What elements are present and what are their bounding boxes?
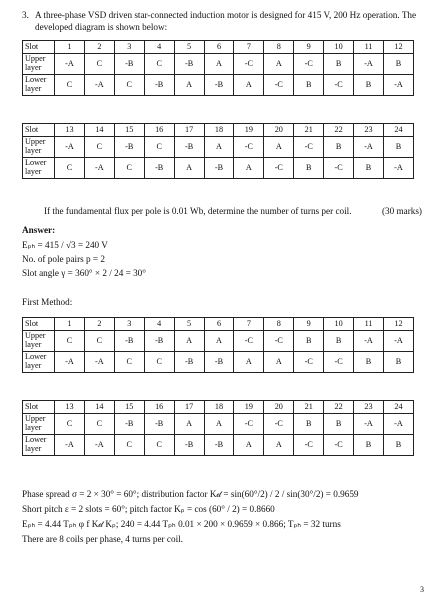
winding-table-3 (22, 317, 414, 373)
lower-layer-cell: -A (84, 75, 114, 96)
lower-layer-row (23, 352, 414, 373)
answer-line: No. of pole pairs p = 2 (22, 254, 106, 264)
row-header: Upper layer (23, 331, 55, 352)
lower-layer-cell: A (234, 75, 264, 96)
slot-number-cell: 13 (55, 401, 85, 414)
upper-layer-cell: C (55, 331, 85, 352)
upper-layer-cell: A (204, 54, 234, 75)
lower-layer-cell: -A (55, 435, 85, 456)
slot-row (23, 124, 414, 137)
slot-number-cell: 7 (234, 318, 264, 331)
slot-number-cell: 19 (234, 401, 264, 414)
upper-layer-cell: B (383, 137, 413, 158)
slot-row (23, 318, 414, 331)
lower-layer-cell: B (354, 352, 384, 373)
slot-number-cell: 21 (294, 401, 324, 414)
slot-number-cell: 5 (174, 41, 204, 54)
slot-number-cell: 17 (174, 124, 204, 137)
slot-number-cell: 6 (204, 41, 234, 54)
row-header: Slot (23, 41, 55, 54)
lower-layer-cell: -A (84, 435, 114, 456)
lower-layer-cell: C (114, 435, 144, 456)
lower-layer-cell: -C (264, 158, 294, 179)
upper-layer-cell: -C (234, 414, 264, 435)
slot-number-cell: 2 (84, 41, 114, 54)
slot-number-cell: 20 (264, 401, 294, 414)
formula-line: Phase spread σ = 2 × 30° = 60°; distribution factor K𝒹 = sin(60°/2) / 2 / sin(30°/2) = 0.9659 (22, 489, 359, 499)
lower-layer-cell: B (383, 435, 413, 456)
slot-number-cell: 20 (264, 124, 294, 137)
row-header: Slot (23, 318, 55, 331)
slot-number-cell: 11 (354, 41, 384, 54)
lower-layer-cell: -C (324, 352, 354, 373)
upper-layer-cell: -C (294, 54, 324, 75)
lower-layer-cell: A (264, 435, 294, 456)
lower-layer-cell: -B (144, 75, 174, 96)
answer-line: Slot angle γ = 360° × 2 / 24 = 30° (22, 268, 146, 278)
upper-layer-cell: -A (354, 54, 384, 75)
row-header: Upper layer (23, 54, 55, 75)
lower-layer-cell: -A (383, 75, 413, 96)
upper-layer-cell: -C (234, 331, 264, 352)
slot-number-cell: 21 (294, 124, 324, 137)
lower-layer-cell: C (55, 75, 85, 96)
winding-table-2 (22, 123, 414, 179)
upper-layer-cell: -A (383, 414, 413, 435)
slot-number-cell: 12 (383, 318, 413, 331)
upper-layer-cell: -A (55, 137, 85, 158)
upper-layer-cell: -B (114, 137, 144, 158)
winding-table-4 (22, 400, 414, 456)
lower-layer-cell: -A (84, 352, 114, 373)
lower-layer-cell: B (354, 158, 384, 179)
row-header: Slot (23, 401, 55, 414)
lower-layer-cell: A (174, 75, 204, 96)
formula-line: Short pitch ε = 2 slots = 60°; pitch factor Kₚ = cos (60° / 2) = 0.8660 (22, 504, 275, 514)
upper-layer-row (23, 54, 414, 75)
method-label: First Method: (22, 297, 73, 307)
slot-number-cell: 13 (55, 124, 85, 137)
slot-number-cell: 16 (144, 401, 174, 414)
slot-number-cell: 15 (114, 124, 144, 137)
upper-layer-cell: A (264, 54, 294, 75)
upper-layer-cell: B (294, 331, 324, 352)
upper-layer-cell: -B (114, 331, 144, 352)
answer-line: Eₚₕ = 415 / √3 = 240 V (22, 240, 108, 250)
slot-number-cell: 14 (84, 124, 114, 137)
slot-number-cell: 8 (264, 318, 294, 331)
upper-layer-cell: -C (294, 137, 324, 158)
upper-layer-cell: -A (55, 54, 85, 75)
slot-number-cell: 24 (383, 124, 413, 137)
marks-label: (30 marks) (381, 206, 422, 216)
slot-number-cell: 19 (234, 124, 264, 137)
question-statement (22, 10, 422, 33)
formula-line: There are 8 coils per phase, 4 turns per coil. (22, 534, 183, 544)
upper-layer-cell: A (264, 137, 294, 158)
upper-layer-cell: B (324, 414, 354, 435)
slot-number-cell: 22 (324, 124, 354, 137)
winding-table-1 (22, 40, 414, 96)
row-header: Lower layer (23, 158, 55, 179)
lower-layer-cell: -B (204, 75, 234, 96)
upper-layer-cell: -C (234, 137, 264, 158)
lower-layer-cell: -B (204, 352, 234, 373)
lower-layer-cell: A (234, 158, 264, 179)
upper-layer-cell: A (204, 331, 234, 352)
row-header: Upper layer (23, 137, 55, 158)
slot-number-cell: 2 (84, 318, 114, 331)
slot-number-cell: 23 (354, 124, 384, 137)
slot-number-cell: 11 (354, 318, 384, 331)
lower-layer-cell: C (144, 352, 174, 373)
lower-layer-cell: B (294, 158, 324, 179)
slot-number-cell: 6 (204, 318, 234, 331)
slot-number-cell: 4 (144, 318, 174, 331)
lower-layer-cell: B (383, 352, 413, 373)
lower-layer-cell: -C (324, 435, 354, 456)
upper-layer-row (23, 331, 414, 352)
slot-number-cell: 22 (324, 401, 354, 414)
upper-layer-cell: -C (264, 331, 294, 352)
slot-number-cell: 9 (294, 318, 324, 331)
lower-layer-cell: -B (144, 158, 174, 179)
lower-layer-cell: -C (264, 75, 294, 96)
slot-number-cell: 10 (324, 318, 354, 331)
slot-number-cell: 17 (174, 401, 204, 414)
upper-layer-cell: -A (383, 331, 413, 352)
lower-layer-cell: -B (174, 352, 204, 373)
lower-layer-cell: -C (294, 435, 324, 456)
upper-layer-cell: B (324, 137, 354, 158)
upper-layer-cell: -C (234, 54, 264, 75)
lower-layer-row (23, 158, 414, 179)
lower-layer-row (23, 435, 414, 456)
upper-layer-cell: C (84, 414, 114, 435)
lower-layer-cell: A (174, 158, 204, 179)
slot-number-cell: 18 (204, 124, 234, 137)
slot-number-cell: 23 (354, 401, 384, 414)
slot-number-cell: 9 (294, 41, 324, 54)
row-header: Lower layer (23, 352, 55, 373)
upper-layer-cell: C (55, 414, 85, 435)
lower-layer-cell: -A (383, 158, 413, 179)
answer-label: Answer: (22, 225, 56, 235)
row-header: Lower layer (23, 75, 55, 96)
lower-layer-cell: C (114, 352, 144, 373)
upper-layer-cell: B (294, 414, 324, 435)
upper-layer-cell: A (204, 414, 234, 435)
lower-layer-row (23, 75, 414, 96)
lower-layer-cell: -B (204, 435, 234, 456)
upper-layer-cell: B (383, 54, 413, 75)
lower-layer-cell: -C (324, 75, 354, 96)
upper-layer-cell: C (144, 54, 174, 75)
upper-layer-cell: A (204, 137, 234, 158)
upper-layer-cell: A (174, 331, 204, 352)
lower-layer-cell: -A (55, 352, 85, 373)
slot-number-cell: 24 (383, 401, 413, 414)
upper-layer-cell: C (84, 54, 114, 75)
slot-number-cell: 4 (144, 41, 174, 54)
lower-layer-cell: A (234, 435, 264, 456)
lower-layer-cell: -B (174, 435, 204, 456)
upper-layer-cell: -C (264, 414, 294, 435)
upper-layer-cell: B (324, 331, 354, 352)
upper-layer-cell: C (84, 137, 114, 158)
lower-layer-cell: -C (324, 158, 354, 179)
upper-layer-cell: -A (354, 414, 384, 435)
lower-layer-cell: C (55, 158, 85, 179)
lower-layer-cell: -B (204, 158, 234, 179)
slot-row (23, 41, 414, 54)
upper-layer-cell: -B (174, 137, 204, 158)
upper-layer-row (23, 137, 414, 158)
slot-number-cell: 12 (383, 41, 413, 54)
lower-layer-cell: -A (84, 158, 114, 179)
slot-number-cell: 8 (264, 41, 294, 54)
lower-layer-cell: B (294, 75, 324, 96)
slot-number-cell: 1 (55, 318, 85, 331)
upper-layer-cell: -B (174, 54, 204, 75)
row-header: Upper layer (23, 414, 55, 435)
slot-row (23, 401, 414, 414)
lower-layer-cell: A (234, 352, 264, 373)
upper-layer-cell: -B (144, 414, 174, 435)
slot-number-cell: 3 (114, 41, 144, 54)
slot-number-cell: 16 (144, 124, 174, 137)
slot-number-cell: 10 (324, 41, 354, 54)
upper-layer-row (23, 414, 414, 435)
upper-layer-cell: A (174, 414, 204, 435)
row-header: Slot (23, 124, 55, 137)
upper-layer-cell: -B (144, 331, 174, 352)
upper-layer-cell: -A (354, 137, 384, 158)
lower-layer-cell: C (114, 158, 144, 179)
slot-number-cell: 5 (174, 318, 204, 331)
upper-layer-cell: -B (114, 54, 144, 75)
upper-layer-cell: -A (354, 331, 384, 352)
slot-number-cell: 18 (204, 401, 234, 414)
upper-layer-cell: C (84, 331, 114, 352)
lower-layer-cell: A (264, 352, 294, 373)
row-header: Lower layer (23, 435, 55, 456)
page-number: 3 (420, 585, 424, 594)
lower-layer-cell: C (144, 435, 174, 456)
formula-line: Eₚₕ = 4.44 Tₚₕ φ f K𝒹 Kₚ; 240 = 4.44 Tₚₕ 0.01 × 200 × 0.9659 × 0.866; Tₚₕ = 32 turns (22, 519, 341, 529)
slot-number-cell: 14 (84, 401, 114, 414)
upper-layer-cell: B (324, 54, 354, 75)
slot-number-cell: 15 (114, 401, 144, 414)
question-line: If the fundamental flux per pole is 0.01 Wb, determine the number of turns per coil. (44, 206, 352, 216)
lower-layer-cell: B (354, 435, 384, 456)
slot-number-cell: 3 (114, 318, 144, 331)
question-number: 3. (22, 10, 29, 20)
lower-layer-cell: B (354, 75, 384, 96)
lower-layer-cell: -C (294, 352, 324, 373)
upper-layer-cell: C (144, 137, 174, 158)
slot-number-cell: 7 (234, 41, 264, 54)
question-text: A three-phase VSD driven star-connected induction motor is designed for 415 V, 200 Hz operation. The developed diagram is shown below: (35, 10, 417, 32)
slot-number-cell: 1 (55, 41, 85, 54)
upper-layer-cell: -B (114, 414, 144, 435)
lower-layer-cell: C (114, 75, 144, 96)
